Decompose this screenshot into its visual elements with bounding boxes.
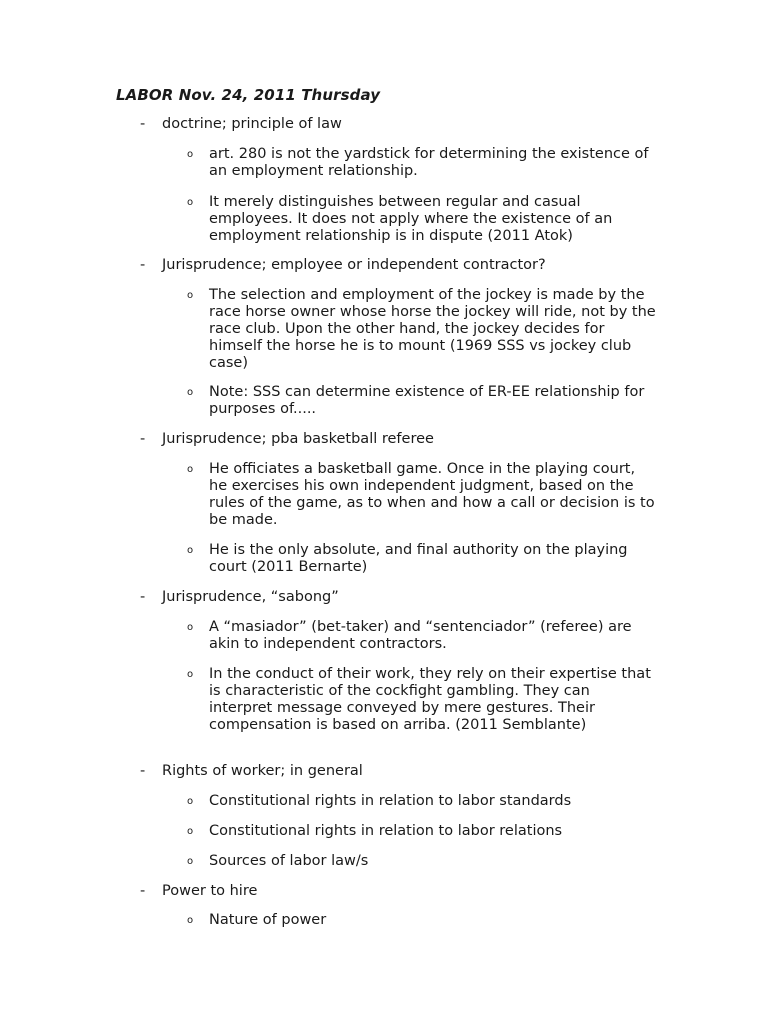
circle-bullet: o bbox=[187, 149, 194, 160]
circle-bullet: o bbox=[187, 290, 194, 301]
list-item bbox=[187, 194, 657, 245]
topic-label: Jurisprudence; employee or independent contractor? bbox=[162, 257, 546, 273]
list-item bbox=[187, 287, 657, 372]
list-item bbox=[187, 912, 657, 929]
circle-bullet: o bbox=[187, 387, 194, 398]
list-item bbox=[187, 384, 657, 418]
circle-bullet: o bbox=[187, 796, 194, 807]
dash-marker: - bbox=[140, 589, 146, 605]
list-item bbox=[187, 666, 657, 734]
list-item bbox=[187, 793, 657, 810]
list-item-text: He officiates a basketball game. Once in the playing court, he exercises his own independent judgment, based on the rules of the game, as to when and how a call or decision is to be made. bbox=[209, 461, 655, 528]
circle-bullet: o bbox=[187, 669, 194, 680]
list-item-text: Constitutional rights in relation to labor relations bbox=[209, 823, 563, 839]
circle-bullet: o bbox=[187, 856, 194, 867]
list-item-text: A “masiador” (bet-taker) and “sentenciador” (referee) are akin to independent contractors. bbox=[209, 619, 632, 652]
dash-marker: - bbox=[140, 257, 146, 273]
list-item-text: In the conduct of their work, they rely on their expertise that is characteristic of the cockfight gambling. They can interpret message conveyed by mere gestures. Their compensation is based on arriba. (2011 Semblante) bbox=[209, 666, 651, 733]
list-item-text: art. 280 is not the yardstick for determining the existence of an employment relationship. bbox=[209, 146, 649, 179]
list-item bbox=[187, 542, 657, 576]
list-item bbox=[187, 619, 657, 653]
topic-label: Rights of worker; in general bbox=[162, 763, 363, 779]
dash-marker: - bbox=[140, 431, 146, 447]
document-title: LABOR Nov. 24, 2011 Thursday bbox=[116, 86, 381, 104]
dash-marker: - bbox=[140, 883, 146, 899]
list-item-text: Constitutional rights in relation to labor standards bbox=[209, 793, 572, 809]
list-item bbox=[187, 823, 657, 840]
circle-bullet: o bbox=[187, 622, 194, 633]
list-item-text: Nature of power bbox=[209, 912, 327, 928]
list-item-text: Note: SSS can determine existence of ER-EE relationship for purposes of..... bbox=[209, 384, 645, 417]
list-item bbox=[187, 853, 657, 870]
topic-label: Jurisprudence; pba basketball referee bbox=[162, 431, 434, 447]
circle-bullet: o bbox=[187, 545, 194, 556]
dash-marker: - bbox=[140, 763, 146, 779]
list-item-text: Sources of labor law/s bbox=[209, 853, 369, 869]
topic-label: Power to hire bbox=[162, 883, 258, 899]
dash-marker: - bbox=[140, 116, 146, 132]
topic-label: Jurisprudence, “sabong” bbox=[162, 589, 339, 605]
circle-bullet: o bbox=[187, 464, 194, 475]
circle-bullet: o bbox=[187, 197, 194, 208]
list-item-text: The selection and employment of the jockey is made by the race horse owner whose horse the jockey will ride, not by the race club. Upon the other hand, the jockey decides for himself the horse he is to mount (1969 SSS vs jockey club case) bbox=[209, 287, 656, 371]
list-item bbox=[187, 461, 657, 529]
circle-bullet: o bbox=[187, 915, 194, 926]
list-item-text: It merely distinguishes between regular and casual employees. It does not apply where the existence of an employment relationship is in dispute (2011 Atok) bbox=[209, 194, 613, 244]
topic-label: doctrine; principle of law bbox=[162, 116, 342, 132]
list-item-text: He is the only absolute, and final authority on the playing court (2011 Bernarte) bbox=[209, 542, 628, 575]
circle-bullet: o bbox=[187, 826, 194, 837]
list-item bbox=[187, 146, 657, 180]
